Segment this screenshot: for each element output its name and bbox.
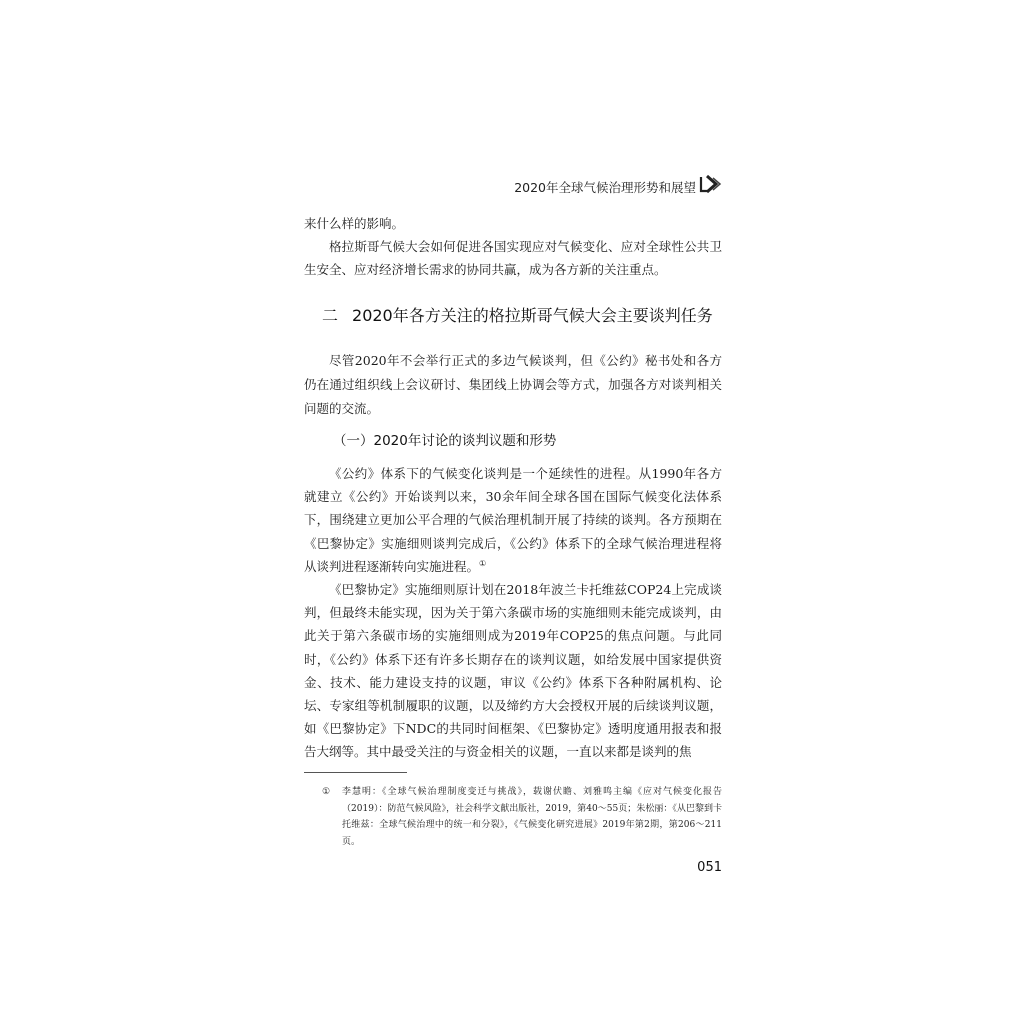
footnote-marker: ① bbox=[322, 787, 331, 797]
paragraph: 来什么样的影响。 bbox=[304, 216, 405, 231]
chevron-corner-icon bbox=[699, 174, 723, 194]
paragraph: 尽管2020年不会举行正式的多边气候谈判，但《公约》秘书处和各方仍在通过组织线上会议研讨、集团线上协调会等方式，加强各方对谈判相关问题的交流。 bbox=[304, 353, 722, 416]
paragraph-text: 《公约》体系下的气候变化谈判是一个延续性的进程。从1990年各方就建立《公约》开始谈判以来，30余年间全球各国在国际气候变化法体系下，围绕建立更加公平合理的气候治理机制开展了持续的谈判。各方预期在《巴黎协定》实施细则谈判完成后，《公约》体系下的全球气候治理进程将从谈判进程逐渐转向实施进程。 bbox=[304, 466, 722, 574]
paragraph: 格拉斯哥气候大会如何促进各国实现应对气候变化、应对全球性公共卫生安全、应对经济增长需求的协同共赢，成为各方新的关注重点。 bbox=[304, 238, 722, 277]
page-number: 051 bbox=[697, 860, 722, 875]
subsection-body bbox=[304, 462, 722, 764]
paragraph bbox=[304, 462, 722, 578]
paragraph: 《巴黎协定》实施细则原计划在2018年波兰卡托维兹COP24上完成谈判，但最终未能实现，因为关于第六条碳市场的实施细则未能完成谈判，由此关于第六条碳市场的实施细则成为2019年COP25的焦点问题。与此同时，《公约》体系下还有许多长期存在的谈判议题，如给发展中国家提供资金、技术、能力建设支持的议题，审议《公约》体系下各种附属机构、论坛、专家组等机制履职的议题，以及缔约方大会授权开展的后续谈判议题，如《巴黎协定》下NDC的共同时间框架、《巴黎协定》透明度通用报表和报告大纲等。其中最受关注的与资金相关的议题，一直以来都是谈判的焦 bbox=[304, 582, 722, 760]
footnote-text: 李慧明：《全球气候治理制度变迁与挑战》，载谢伏瞻、刘雅鸣主编《应对气候变化报告（2019）：防范气候风险》，社会科学文献出版社，2019，第40～55页；朱松丽：《从巴黎到卡托维兹：全球气候治理中的统一和分裂》，《气候变化研究进展》2019年第2期，第206～211页。 bbox=[342, 787, 722, 847]
section-number: 二 bbox=[322, 306, 339, 325]
section-body bbox=[304, 349, 722, 421]
footnote-reference[interactable]: ① bbox=[479, 558, 487, 568]
section-heading bbox=[322, 303, 722, 326]
subsection-heading: （一）2020年讨论的谈判议题和形势 bbox=[333, 433, 557, 449]
section-title: 2020年各方关注的格拉斯哥气候大会主要谈判任务 bbox=[352, 306, 713, 325]
running-header: 2020年全球气候治理形势和展望 bbox=[514, 180, 696, 195]
intro-paragraphs bbox=[304, 213, 722, 282]
footnote-divider bbox=[304, 772, 407, 773]
footnote bbox=[322, 784, 722, 850]
